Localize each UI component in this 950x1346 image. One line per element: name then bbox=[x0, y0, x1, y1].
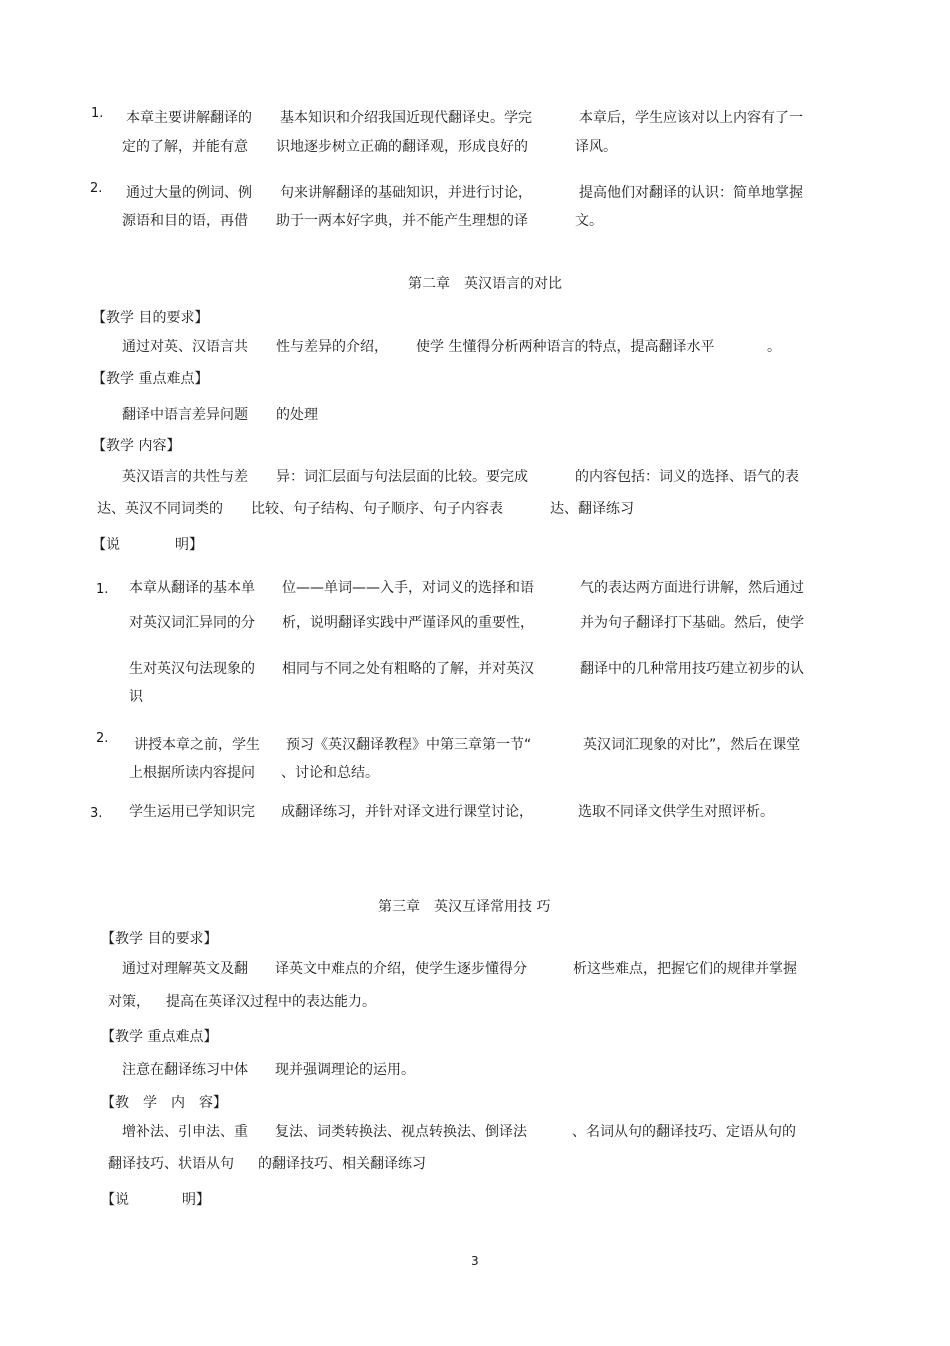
chapter-title: 第二章 英汉语言的对比 bbox=[408, 276, 562, 292]
text-segment: 、名词从句的翻译技巧、定语从句的 bbox=[572, 1124, 796, 1140]
text-segment: 助于一两本好字典，并不能产生理想的译 bbox=[276, 213, 528, 229]
text-segment: 翻译技巧、状语从句 bbox=[108, 1156, 234, 1172]
text-segment: 通过对英、汉语言共 bbox=[122, 339, 248, 355]
text-segment: 达、翻译练习 bbox=[550, 501, 634, 517]
list-number: 2. bbox=[96, 731, 109, 746]
text-segment: 源语和目的语，再借 bbox=[122, 213, 248, 229]
section-heading: 【教学 目的要求】 bbox=[101, 931, 218, 947]
list-number: 3. bbox=[90, 806, 103, 821]
text-segment: 比较、句子结构、句子顺序、句子内容表 bbox=[251, 501, 503, 517]
list-number: 1. bbox=[91, 106, 104, 121]
text-segment: 对策， bbox=[108, 994, 150, 1010]
text-segment: 的内容包括：词义的选择、语气的表 bbox=[575, 469, 799, 485]
text-segment: 提高在英译汉过程中的表达能力。 bbox=[166, 994, 376, 1010]
text-segment: 译英文中难点的介绍，使学生逐步懂得分 bbox=[275, 961, 527, 977]
text-segment: 生对英汉句法现象的 bbox=[129, 661, 255, 677]
text-segment: 达、英汉不同词类的 bbox=[97, 501, 223, 517]
text-segment: 学生运用已学知识完 bbox=[129, 804, 255, 820]
text-segment: 上根据所读内容提问 bbox=[129, 765, 255, 781]
section-heading: 【教学 目的要求】 bbox=[92, 310, 209, 326]
text-segment: 并为句子翻译打下基础。然后，使学 bbox=[580, 615, 804, 631]
text-segment: 翻译中语言差异问题 bbox=[122, 407, 248, 423]
text-segment: 的翻译技巧、相关翻译练习 bbox=[258, 1156, 426, 1172]
text-segment: 本章从翻译的基本单 bbox=[129, 580, 255, 596]
text-segment: 本章主要讲解翻译的 bbox=[126, 110, 252, 126]
text-segment: 英汉词汇现象的对比”，然后在课堂 bbox=[583, 737, 801, 753]
text-segment: 增补法、引申法、重 bbox=[122, 1124, 248, 1140]
text-segment: 对英汉词汇异同的分 bbox=[129, 615, 255, 631]
text-segment: 性与差异的介绍， bbox=[276, 339, 388, 355]
text-segment: 析，说明翻译实践中严谨译风的重要性， bbox=[282, 615, 534, 631]
text-segment: 相同与不同之处有粗略的了解，并对英汉 bbox=[282, 661, 534, 677]
text-segment: 讲授本章之前，学生 bbox=[134, 737, 260, 753]
text-segment: 异：词汇层面与句法层面的比较。要完成 bbox=[276, 469, 528, 485]
text-segment: 译风。 bbox=[575, 139, 617, 155]
section-heading: 【教学 重点难点】 bbox=[92, 371, 209, 387]
section-heading: 【教 学 内 容】 bbox=[101, 1095, 227, 1111]
text-segment: 翻译中的几种常用技巧建立初步的认 bbox=[580, 661, 804, 677]
text-segment: 基本知识和介绍我国近现代翻译史。学完 bbox=[280, 110, 532, 126]
text-segment: 识地逐步树立正确的翻译观，形成良好的 bbox=[276, 139, 528, 155]
text-segment: 析这些难点，把握它们的规律并掌握 bbox=[573, 961, 797, 977]
text-segment: 气的表达两方面进行讲解，然后通过 bbox=[580, 580, 804, 596]
text-segment: 使学 生懂得分析两种语言的特点，提高翻译水平 bbox=[416, 339, 715, 355]
text-segment: 英汉语言的共性与差 bbox=[122, 469, 248, 485]
text-segment: 、讨论和总结。 bbox=[281, 765, 379, 781]
section-heading: 【教学 重点难点】 bbox=[101, 1029, 218, 1045]
section-heading-notes: 明】 bbox=[175, 537, 203, 553]
text-segment: 通过大量的例词、例 bbox=[126, 185, 252, 201]
text-segment: 句来讲解翻译的基础知识，并进行讨论， bbox=[280, 185, 532, 201]
text-segment: 预习《英汉翻译教程》中第三章第一节“ bbox=[286, 737, 532, 753]
text-segment: 现并强调理论的运用。 bbox=[275, 1062, 415, 1078]
text-segment: 识 bbox=[129, 689, 143, 705]
text-segment: 提高他们对翻译的认识：简单地掌握 bbox=[579, 185, 803, 201]
section-heading-notes: 明】 bbox=[182, 1192, 210, 1208]
chapter-title: 第三章 英汉互译常用技 巧 bbox=[378, 899, 551, 915]
text-segment: 定的了解，并能有意 bbox=[122, 139, 248, 155]
page-number: 3 bbox=[471, 1254, 479, 1268]
text-segment: 本章后，学生应该对以上内容有了一 bbox=[579, 110, 803, 126]
text-segment: 。 bbox=[767, 339, 781, 355]
text-segment: 成翻译练习，并针对译文进行课堂讨论， bbox=[281, 804, 533, 820]
section-heading-notes: 【说 bbox=[92, 537, 120, 553]
section-heading-notes: 【说 bbox=[101, 1192, 129, 1208]
text-segment: 文。 bbox=[575, 213, 603, 229]
text-segment: 注意在翻译练习中体 bbox=[122, 1062, 248, 1078]
text-segment: 的处理 bbox=[276, 407, 318, 423]
list-number: 1. bbox=[96, 582, 109, 597]
text-segment: 通过对理解英文及翻 bbox=[122, 961, 248, 977]
section-heading: 【教学 内容】 bbox=[92, 438, 181, 454]
text-segment: 选取不同译文供学生对照评析。 bbox=[578, 804, 774, 820]
list-number: 2. bbox=[90, 181, 103, 196]
text-segment: 复法、词类转换法、视点转换法、倒译法 bbox=[275, 1124, 527, 1140]
text-segment: 位——单词——入手，对词义的选择和语 bbox=[282, 580, 534, 596]
